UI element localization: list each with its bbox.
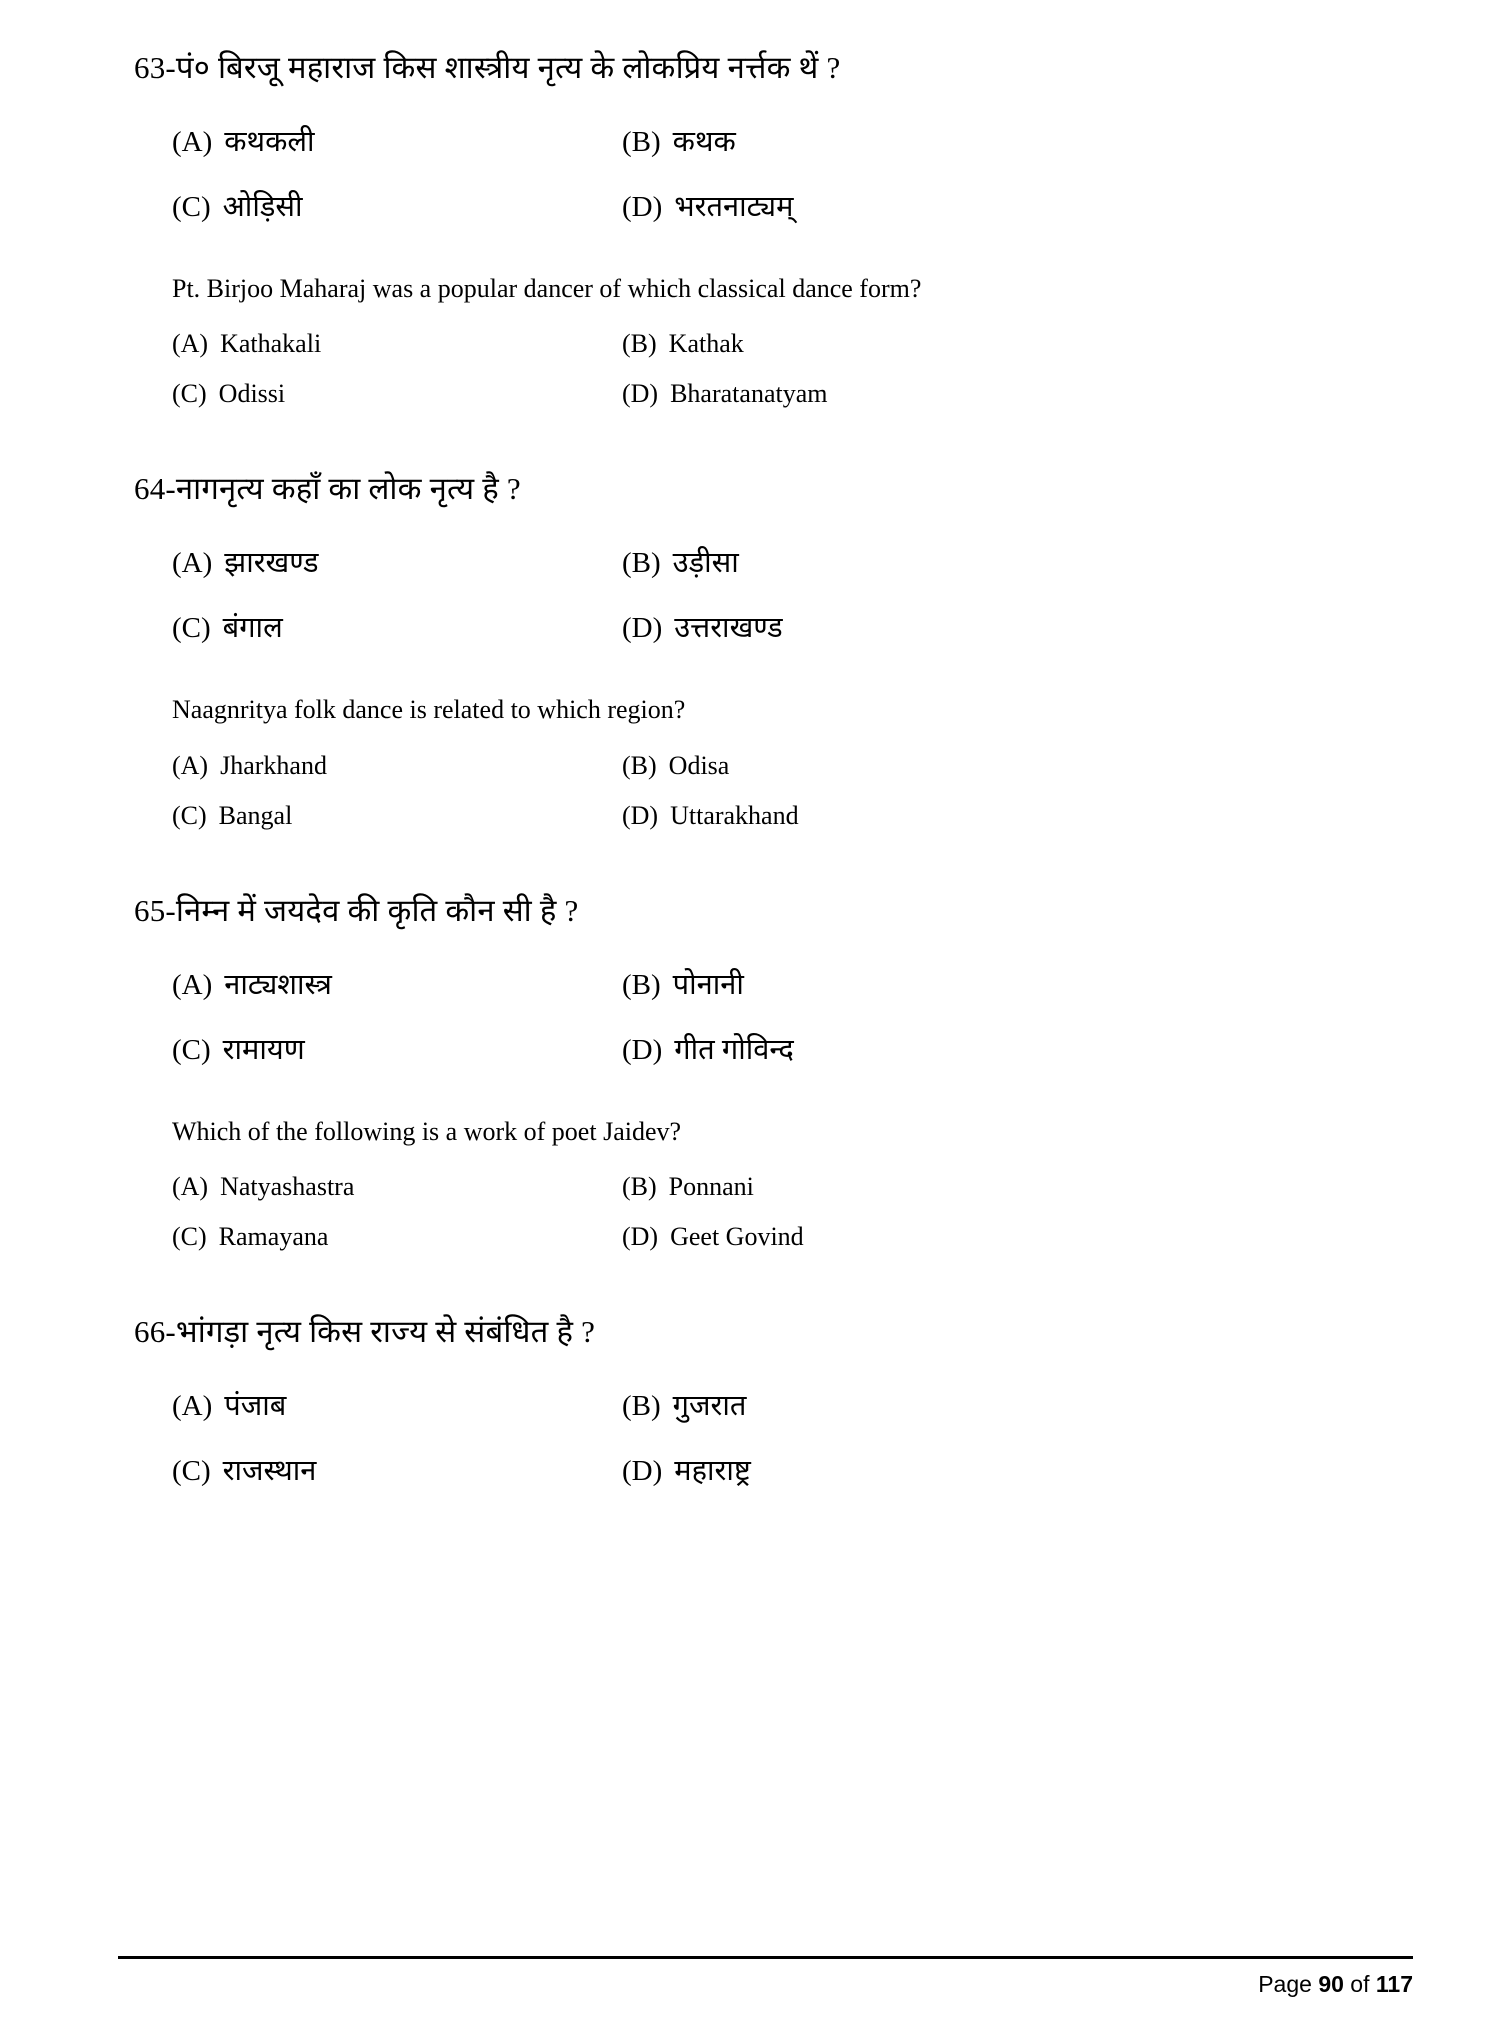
option-text: कथकली [224,125,315,158]
option-text: बंगाल [222,612,283,645]
option-label: (D) [622,1033,663,1066]
option-text: राजस्थान [222,1454,317,1487]
option-label: (D) [622,190,663,223]
question-66-options-hindi [172,1385,1387,1489]
option-text: उड़ीसा [672,547,739,580]
option-66-hindi-d[interactable] [622,1450,1387,1489]
option-63-hindi-c[interactable] [172,186,622,225]
option-63-hindi-a[interactable] [172,121,622,160]
option-row [172,1450,1387,1489]
option-label: (B) [622,547,661,580]
option-label: (D) [622,612,663,645]
footer-page-prefix: Page [1258,1971,1319,1997]
question-66 [118,1310,1387,1489]
question-66-stem-hindi: 66-भांगड़ा नृत्य किस राज्य से संबंधित है ? [134,1313,596,1349]
option-64-hindi-d[interactable] [622,607,1387,646]
option-label: (D) [622,1221,659,1251]
option-text: ओड़िसी [222,190,303,223]
option-label: (C) [172,1454,211,1487]
question-64-stem-hindi: 64-नागनृत्य कहाँ का लोक नृत्य है ? [134,471,521,507]
option-text: कथक [672,125,736,158]
option-65-english-d[interactable] [622,1222,1387,1252]
option-64-hindi-a[interactable] [172,542,622,581]
option-text: गीत गोविन्द [674,1033,794,1066]
option-66-hindi-c[interactable] [172,1450,622,1489]
option-66-hindi-b[interactable] [622,1385,1387,1424]
option-row [172,379,1387,409]
option-65-english-a[interactable] [172,1172,622,1202]
option-label: (B) [622,1171,657,1201]
question-63-stem-hindi: 63-पं० बिरजू महाराज किस शास्त्रीय नृत्य के लोकप्रिय नर्त्तक थें ? [134,50,841,85]
option-63-english-b[interactable] [622,329,1387,359]
option-text: रामायण [222,1033,305,1066]
option-row [172,186,1387,225]
option-64-english-a[interactable] [172,751,622,781]
footer-divider [118,1956,1413,1959]
option-63-english-a[interactable] [172,329,622,359]
question-65-options-hindi [172,964,1387,1068]
option-text: Ramayana [218,1221,329,1251]
option-row [172,329,1387,359]
option-65-hindi-a[interactable] [172,964,622,1003]
question-64-options-hindi [172,542,1387,646]
option-row [172,121,1387,160]
option-label: (C) [172,379,207,409]
option-label: (A) [172,1171,209,1201]
option-text: Bharatanatyam [670,379,828,409]
option-label: (D) [622,379,659,409]
option-64-english-c[interactable] [172,801,622,831]
question-65-stem-english: Which of the following is a work of poet Jaidev? [172,1116,682,1146]
question-63-options-english [172,329,1387,409]
option-text: Kathakali [220,329,322,359]
spacer [118,251,1387,271]
option-text: Kathak [668,329,744,359]
option-label: (C) [172,1221,207,1251]
option-label: (D) [622,1454,663,1487]
footer-page-total: 117 [1375,1971,1413,1997]
option-label: (B) [622,125,661,158]
option-label: (D) [622,800,659,830]
question-65 [118,889,1387,1252]
option-65-hindi-b[interactable] [622,964,1387,1003]
option-text: Ponnani [668,1171,754,1201]
option-text: पोनानी [672,968,744,1001]
option-63-hindi-b[interactable] [622,121,1387,160]
question-64 [118,467,1387,830]
option-label: (C) [172,800,207,830]
option-label: (B) [622,968,661,1001]
question-64-stem-english: Naagnritya folk dance is related to which region? [172,695,686,725]
option-label: (A) [172,750,209,780]
question-63-options-hindi [172,121,1387,225]
option-row [172,1172,1387,1202]
spacer [118,672,1387,692]
option-label: (C) [172,1033,211,1066]
option-label: (B) [622,1389,661,1422]
question-65-stem-hindi: 65-निम्न में जयदेव की कृति कौन सी है ? [134,892,579,928]
option-label: (A) [172,1389,213,1422]
option-64-english-d[interactable] [622,801,1387,831]
option-64-english-b[interactable] [622,751,1387,781]
option-63-english-d[interactable] [622,379,1387,409]
option-row [172,1029,1387,1068]
option-label: (C) [172,612,211,645]
option-text: Bangal [218,800,293,830]
option-label: (A) [172,547,213,580]
option-row [172,751,1387,781]
option-65-english-c[interactable] [172,1222,622,1252]
option-row [172,1385,1387,1424]
question-64-options-english [172,751,1387,831]
page-number-text [118,1971,1413,1998]
option-64-hindi-c[interactable] [172,607,622,646]
option-label: (C) [172,190,211,223]
option-text: महाराष्ट्र [674,1454,751,1487]
option-64-hindi-b[interactable] [622,542,1387,581]
footer-page-number: 90 [1318,1971,1344,1997]
option-row [172,964,1387,1003]
option-text: Geet Govind [670,1221,804,1251]
option-row [172,542,1387,581]
option-label: (A) [172,329,209,359]
option-text: Odissi [218,379,286,409]
option-text: Odisa [668,750,730,780]
option-65-english-b[interactable] [622,1172,1387,1202]
option-label: (A) [172,125,213,158]
option-text: झारखण्ड [224,547,319,580]
option-text: Natyashastra [220,1171,355,1201]
option-text: उत्तराखण्ड [674,612,783,645]
option-66-hindi-a[interactable] [172,1385,622,1424]
option-label: (B) [622,329,657,359]
option-text: नाट्यशास्त्र [224,968,332,1001]
option-row [172,801,1387,831]
option-label: (B) [622,750,657,780]
footer-page-middle: of [1343,1971,1376,1997]
option-65-hindi-d[interactable] [622,1029,1387,1068]
option-text: पंजाब [224,1389,287,1422]
option-63-english-c[interactable] [172,379,622,409]
question-65-options-english [172,1172,1387,1252]
option-text: गुजरात [672,1389,747,1422]
question-63 [118,46,1387,409]
page-footer [118,1956,1413,1998]
option-row [172,607,1387,646]
option-63-hindi-d[interactable] [622,186,1387,225]
question-63-stem-english: Pt. Birjoo Maharaj was a popular dancer of which classical dance form? [172,273,922,303]
option-65-hindi-c[interactable] [172,1029,622,1068]
option-text: Uttarakhand [670,800,799,830]
option-text: भरतनाट्यम् [674,190,794,223]
option-text: Jharkhand [220,750,327,780]
spacer [118,1094,1387,1114]
option-row [172,1222,1387,1252]
option-label: (A) [172,968,213,1001]
